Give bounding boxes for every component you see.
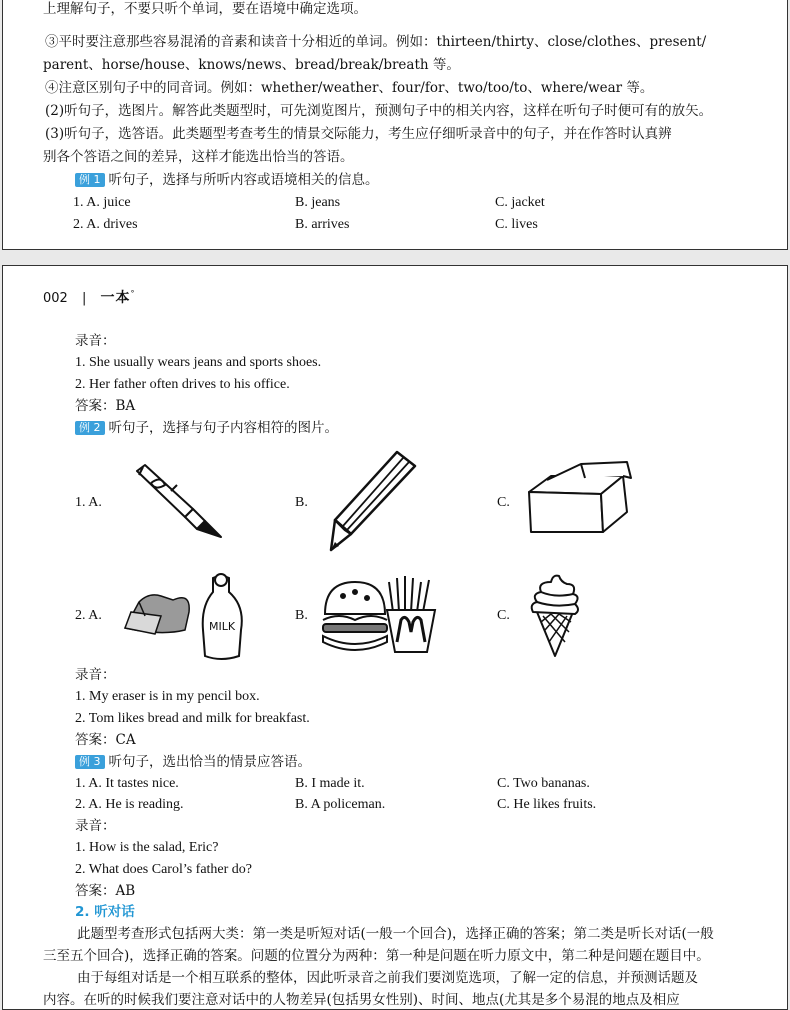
example-tag: 例 2 — [75, 421, 105, 435]
example-tag: 例 1 — [75, 173, 105, 187]
brand-logo: 一本 — [100, 290, 131, 306]
example-tag: 例 3 — [75, 755, 105, 769]
recording-label: 录音： — [75, 818, 116, 834]
paragraph-line: 内容。在听的时候我们要注意对话中的人物差异(包括男女性别)、时间、地点(尤其是多个易混的地点及相应 — [43, 992, 680, 1008]
text-line: ③平时要注意那些容易混淆的音素和读音十分相近的单词。例如：thirteen/thirty、close/clothes、present/ — [45, 34, 707, 50]
burger-and-fries-picture — [319, 572, 443, 656]
transcript-line: 2. Tom likes bread and milk for breakfast. — [75, 711, 310, 726]
transcript-line: 2. What does Carol’s father do? — [75, 862, 253, 877]
section-title: 2. 听对话 — [75, 904, 135, 920]
example-heading: 例 3 听句子，选出恰当的情景应答语。 — [75, 753, 311, 771]
previous-page — [2, 0, 788, 250]
text-line: parent、horse/house、knows/news、bread/break/breath 等。 — [43, 57, 460, 73]
option: 2. A. drives — [73, 217, 138, 232]
option: B. I made it. — [295, 776, 365, 791]
option-label: C. — [497, 608, 510, 623]
example-heading: 例 2 听句子，选择与句子内容相符的图片。 — [75, 419, 338, 437]
bread-and-milk-picture — [121, 572, 245, 662]
option: 1. A. It tastes nice. — [75, 776, 179, 791]
option: 2. A. He is reading. — [75, 797, 184, 812]
transcript-line: 1. How is the salad, Eric? — [75, 840, 219, 855]
recording-label: 录音： — [75, 333, 116, 349]
page-header: 002 | 一本° — [43, 289, 135, 306]
eraser-picture — [523, 458, 635, 538]
option: C. He likes fruits. — [497, 797, 597, 812]
text-line: 别各个答语之间的差异，这样才能选出恰当的答语。 — [43, 149, 354, 165]
option: B. arrives — [295, 217, 350, 232]
recording-label: 录音： — [75, 667, 116, 683]
pen-picture — [131, 461, 227, 541]
text-line: 上理解句子，不要只听个单词，要在语境中确定选项。 — [43, 1, 367, 17]
milk-label: MILK — [208, 620, 236, 633]
example-heading: 例 1 听句子，选择与所听内容或语境相关的信息。 — [75, 171, 379, 189]
transcript-line: 1. My eraser is in my pencil box. — [75, 689, 260, 704]
option-label: B. — [295, 495, 308, 510]
paragraph-line: 三至五个回合)，选择正确的答案。问题的位置分为两种：第一种是问题在听力原文中，第二种是问题在题目中。 — [43, 948, 710, 964]
text-line: (3)听句子，选答语。此类题型考查考生的情景交际能力，考生应仔细听录音中的句子，并在作答时认真辨 — [45, 126, 672, 142]
transcript-line: 1. She usually wears jeans and sports shoes. — [75, 355, 322, 370]
answer: 答案：CA — [75, 732, 136, 748]
text-line: ④注意区别句子中的同音词。例如：whether/weather、four/for、two/too/to、where/wear 等。 — [45, 80, 654, 96]
answer: 答案：BA — [75, 398, 136, 414]
paragraph-line: 由于每组对话是一个相互联系的整体，因此听录音之前我们要浏览选项，了解一定的信息，并预测话题及 — [77, 970, 698, 986]
option: C. Two bananas. — [497, 776, 590, 791]
option-label: 2. A. — [75, 608, 102, 623]
paragraph-line: 此题型考查形式包括两大类：第一类是听短对话(一般一个回合)，选择正确的答案；第二类是听长对话(一般 — [77, 926, 714, 942]
answer: 答案：AB — [75, 883, 136, 899]
transcript-line: 2. Her father often drives to his office. — [75, 377, 290, 392]
option: 1. A. juice — [73, 195, 131, 210]
pencil-picture — [323, 446, 423, 556]
option: C. jacket — [495, 195, 545, 210]
text-line: (2)听句子，选图片。解答此类题型时，可先浏览图片，预测句子中的相关内容，这样在听句子时便可有的放矢。 — [45, 103, 713, 119]
option: B. jeans — [295, 195, 341, 210]
option: C. lives — [495, 217, 538, 232]
page-002 — [2, 265, 788, 1010]
ice-cream-picture — [527, 572, 583, 658]
page-number: 002 — [43, 291, 68, 306]
option-label: B. — [295, 608, 308, 623]
option: B. A policeman. — [295, 797, 386, 812]
option-label: 1. A. — [75, 495, 102, 510]
option-label: C. — [497, 495, 510, 510]
